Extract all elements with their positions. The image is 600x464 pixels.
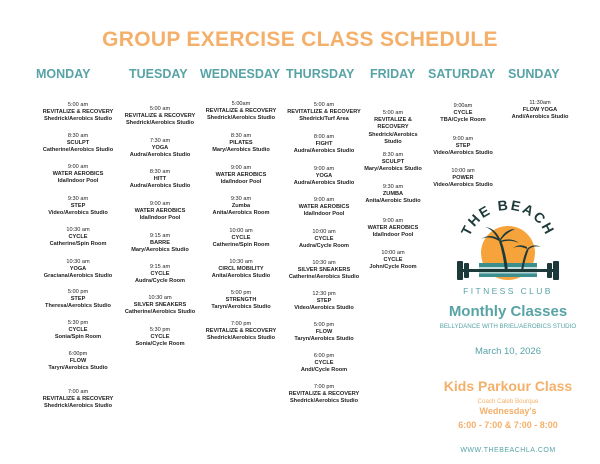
class-entry: 9:00 am STEP Video/Aerobics Studio	[433, 136, 493, 157]
class-entry: 5:30 pm CYCLE Sonia/Cycle Room	[135, 327, 185, 348]
class-entry: 9:00 am WATER AEROBICS Ida/Indoor Pool	[298, 197, 350, 218]
day-header-wednesday: WEDNESDAY	[200, 67, 281, 81]
class-entry: 10:00 am POWER Video/Aerobics Studio	[433, 168, 493, 189]
kids-day: Wednesday's	[479, 406, 537, 416]
beach-logo-graphic	[453, 193, 563, 293]
class-entry: 10:30 am CIRCL MOBILITY Anita/Aerobics Studio	[211, 259, 271, 280]
class-entry: 5:00am REVITALIZE & RECOVERY Shedrick/Aerobics Studio	[205, 101, 277, 122]
day-header-tuesday: TUESDAY	[129, 67, 188, 81]
class-entry: 5:00 pm FLOW Taryn/Aerobics Studio	[294, 322, 354, 343]
svg-text:THE BEACH: THE BEACH	[457, 196, 559, 239]
monthly-classes-heading: Monthly Classes	[448, 303, 568, 320]
class-entry: 9:00 am WATER AEROBICS Ida/Indoor Pool	[52, 164, 104, 185]
class-entry: 7:00 pm REVITALIZE & RECOVERY Shedrick/Aerobics Studio	[288, 384, 360, 405]
day-header-friday: FRIDAY	[370, 67, 416, 81]
class-entry: 11:30am FLOW YOGA Andi/Aerobics Studio	[511, 100, 569, 121]
class-entry: 8:30 am HITT Audra/Aerobics Studio	[129, 169, 191, 190]
class-entry: 8:00 am FIGHT Audra/Aerobics Studio	[293, 134, 355, 155]
class-entry: 9:00 am WATER AEROBICS Ida/Indoor Pool	[134, 201, 186, 222]
kids-class-heading: Kids Parkour Class	[443, 378, 573, 394]
class-entry: 7:00 am REVITALIZE & RECOVERY Shedrick/Aerobics Studio	[42, 389, 114, 410]
class-entry: 10:30 am SILVER SNEAKERS Catherine/Aerobics Studio	[288, 260, 360, 281]
class-entry: 9:00 am WATER AEROBICS Ida/Indoor Pool	[215, 165, 267, 186]
class-entry: 5:30 pm CYCLE Sonia/Spin Room	[54, 320, 102, 341]
class-entry: 6:00pm FLOW Taryn/Aerobics Studio	[48, 351, 108, 372]
class-entry: 12:30 pm STEP Video/Aerobics Studio	[294, 291, 354, 312]
beach-logo	[453, 193, 563, 293]
page-title: GROUP EXERCISE CLASS SCHEDULE	[102, 28, 498, 51]
class-entry: 9:30 am Zumba Anita/Aerobics Room	[212, 196, 270, 217]
class-entry: 10:30 am CYCLE Catherine/Spin Room	[49, 227, 107, 248]
day-header-sunday: SUNDAY	[508, 67, 560, 81]
class-entry: 10:00 am CYCLE Catherine/Spin Room	[212, 228, 270, 249]
class-entry: 8:30 am PILATES Mary/Aerobics Studio	[212, 133, 270, 154]
monthly-class-item: BELLYDANCE WITH BRIEL/AEROBICS STUDIO	[439, 323, 577, 330]
class-entry: 9:15 am CYCLE Audra/Cycle Room	[134, 264, 186, 285]
class-entry: 5:00 am REVITATLIZE & RECOVERY Shedrick/Turf Area	[287, 102, 361, 123]
class-entry: 5:00 am REVITALIZE & RECOVERY Shedrick/Aerobics Studio	[42, 102, 114, 123]
class-entry: 10:30 am YOGA Graciana/Aerobics Studio	[43, 259, 113, 280]
kids-coach: Coach Caleb Bourque	[477, 398, 539, 405]
class-entry: 5:00 am REVITALIZE & RECOVERY Shedrick/Aerobics Studio	[368, 110, 418, 145]
class-entry: 5:00 am REVITALIZE & RECOVERY Shedrick/Aerobics Studio	[124, 106, 196, 127]
day-header-saturday: SATURDAY	[428, 67, 496, 81]
kids-times: 6:00 - 7:00 & 7:00 - 8:00	[458, 420, 558, 430]
website-url: WWW.THEBEACHLA.COM	[460, 447, 556, 454]
class-entry: 6:00 pm CYCLE Andi/Cycle Room	[300, 353, 348, 374]
class-entry: 10:00 am CYCLE John/Cycle Room	[369, 250, 417, 271]
class-entry: 10:30 am SILVER SNEAKERS Catherine/Aerobics Studio	[124, 295, 196, 316]
logo-subtitle: FITNESS CLUB	[463, 286, 553, 296]
class-entry: 8:30 am SCULPT Catherine/Aerobics Studio	[42, 133, 114, 154]
class-entry: 5:00 pm STRENGTH Taryn/Aerobics Studio	[211, 290, 271, 311]
schedule-date: March 10, 2026	[474, 346, 541, 357]
class-entry: 9:30 am STEP Video/Aerobics Studio	[48, 196, 108, 217]
class-entry: 9:15 am BARRE Mary/Aerobics Studio	[131, 233, 189, 254]
class-entry: 9:30 am ZUMBA Anita/Aerobic Studio	[365, 184, 421, 205]
class-entry: 9:00 am YOGA Audra/Aerobics Studio	[293, 166, 355, 187]
day-header-monday: MONDAY	[36, 67, 91, 81]
day-header-thursday: THURSDAY	[286, 67, 355, 81]
class-entry: 8:30 am SCULPT Mary/Aerobics Studio	[364, 152, 422, 173]
class-entry: 7:00 pm REVITALIZE & RECOVERY Shedrick/Aerobics Studio	[205, 321, 277, 342]
class-entry: 9:00am CYCLE TBA/Cycle Room	[440, 103, 486, 124]
class-entry: 7:30 am YOGA Audra/Aerobics Studio	[129, 138, 191, 159]
class-entry: 10:00 am CYCLE Audra/Cycle Room	[298, 229, 350, 250]
class-entry: 5:00 pm STEP Theresa/Aerobics Studio	[45, 289, 111, 310]
class-entry: 9:00 am WATER AEROBICS Ida/Indoor Pool	[367, 218, 419, 239]
